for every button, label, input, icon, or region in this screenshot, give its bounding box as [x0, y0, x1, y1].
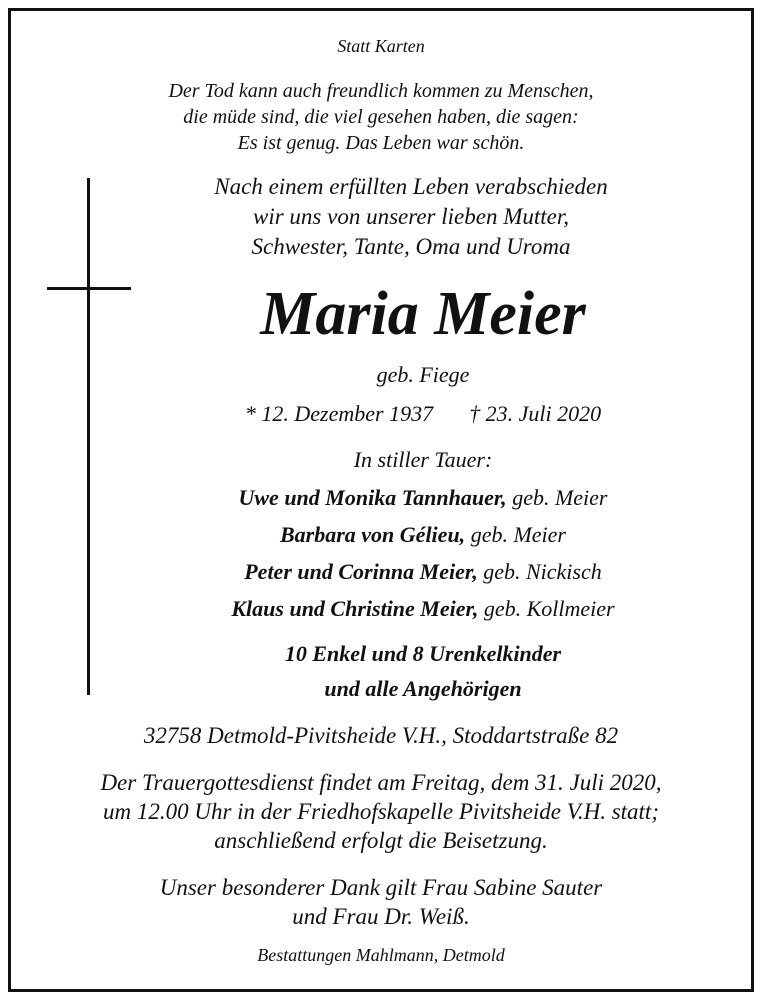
intro-line-2: wir uns von unserer lieben Mutter, [252, 204, 569, 229]
maiden-name: geb. Fiege [376, 362, 470, 387]
thanks-line-2: und Frau Dr. Weiß. [292, 904, 470, 929]
mourner-born-as: geb. Meier [470, 522, 566, 547]
service-line-3: anschließend erfolgt die Beisetzung. [214, 828, 548, 853]
mourner-born-as: geb. Nickisch [483, 559, 602, 584]
family-line-1: 10 Enkel und 8 Urenkelkinder [284, 641, 562, 666]
mourner-names: Uwe und Monika Tannhauer, [238, 485, 507, 510]
mourner-row [42, 522, 762, 548]
mourner-row [42, 559, 762, 585]
deceased-name: Maria Meier [260, 280, 586, 348]
birth-date: * 12. Dezember 1937 [244, 401, 434, 426]
mourner-row [42, 596, 762, 622]
address: 32758 Detmold-Pivitsheide V.H., Stoddartstraße 82 [143, 723, 619, 748]
mourner-names: Barbara von Gélieu, [280, 522, 466, 547]
header-statt-karten: Statt Karten [337, 36, 425, 56]
poem-line-3: Es ist genug. Das Leben war schön. [237, 132, 525, 154]
service-line-2: um 12.00 Uhr in der Friedhofskapelle Pivitsheide V.H. statt; [103, 799, 659, 824]
mourner-names: Peter und Corinna Meier, [244, 559, 478, 584]
mourner-born-as: geb. Meier [512, 485, 608, 510]
poem-line-2: die müde sind, die viel gesehen haben, die sagen: [183, 106, 579, 128]
poem-line-1: Der Tod kann auch freundlich kommen zu Menschen, [168, 80, 594, 102]
mourner-names: Klaus und Christine Meier, [231, 596, 479, 621]
intro-line-1: Nach einem erfüllten Leben verabschieden [214, 174, 608, 199]
mourner-born-as: geb. Kollmeier [483, 596, 615, 621]
intro-line-3: Schwester, Tante, Oma und Uroma [251, 234, 571, 259]
undertaker: Bestattungen Mahlmann, Detmold [257, 945, 505, 965]
mourner-row [42, 485, 762, 511]
mourning-label: In stiller Tauer: [353, 447, 493, 472]
life-dates [42, 401, 762, 427]
family-line-2: und alle Angehörigen [324, 676, 522, 701]
service-line-1: Der Trauergottesdienst findet am Freitag, dem 31. Juli 2020, [100, 770, 662, 795]
thanks-line-1: Unser besonderer Dank gilt Frau Sabine Sauter [159, 875, 603, 900]
death-date: † 23. Juli 2020 [469, 401, 602, 426]
